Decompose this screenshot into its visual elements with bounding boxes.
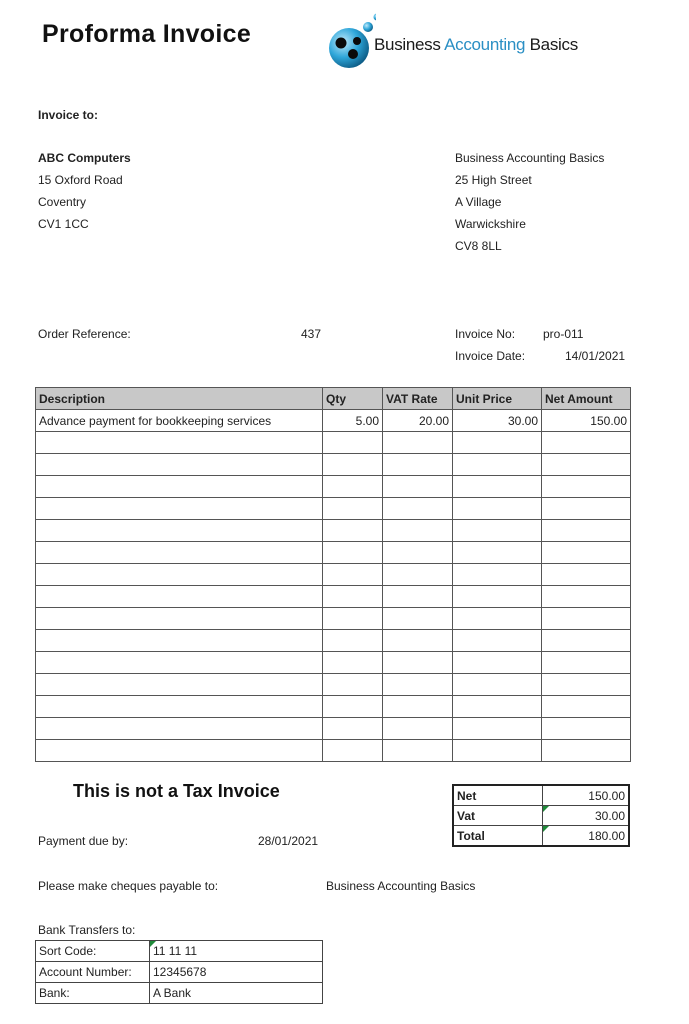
empty-cell — [453, 454, 542, 476]
invoice-date-label: Invoice Date: — [455, 349, 526, 363]
empty-cell — [542, 718, 631, 740]
sender-address-line: Warwickshire — [455, 217, 526, 231]
empty-table-row — [36, 652, 631, 674]
empty-table-row — [36, 696, 631, 718]
logo-text — [374, 35, 578, 55]
empty-cell — [323, 476, 383, 498]
cheques-payable-value: Business Accounting Basics — [326, 879, 476, 893]
logo-text-accent: Accounting — [444, 35, 526, 54]
bank-row-bank — [36, 983, 323, 1004]
empty-cell — [542, 542, 631, 564]
empty-cell — [453, 718, 542, 740]
empty-cell — [542, 740, 631, 762]
empty-cell — [323, 630, 383, 652]
empty-cell — [36, 608, 323, 630]
empty-cell — [36, 740, 323, 762]
account-number-value: 12345678 — [150, 962, 323, 983]
empty-cell — [542, 608, 631, 630]
empty-cell — [383, 454, 453, 476]
vat-value — [543, 806, 630, 826]
empty-cell — [542, 564, 631, 586]
empty-cell — [383, 432, 453, 454]
net-value — [543, 785, 630, 806]
vat-value-text: 30.00 — [594, 808, 625, 823]
empty-cell — [453, 740, 542, 762]
empty-cell — [453, 586, 542, 608]
table-header-row — [36, 388, 631, 410]
payment-due-label: Payment due by: — [38, 834, 129, 848]
empty-cell — [542, 696, 631, 718]
empty-cell — [383, 608, 453, 630]
empty-table-row — [36, 630, 631, 652]
sender-address-line: A Village — [455, 195, 502, 209]
empty-cell — [323, 498, 383, 520]
sort-code-value-text: 11 11 11 — [153, 944, 198, 958]
empty-cell — [542, 652, 631, 674]
empty-cell — [36, 564, 323, 586]
empty-cell — [36, 520, 323, 542]
company-logo — [326, 10, 578, 74]
column-header-description: Description — [36, 388, 323, 410]
not-tax-invoice-notice: This is not a Tax Invoice — [73, 781, 280, 801]
empty-cell — [383, 586, 453, 608]
empty-cell — [383, 718, 453, 740]
empty-cell — [323, 564, 383, 586]
empty-cell — [383, 696, 453, 718]
logo-text-part: Basics — [525, 35, 578, 54]
bank-name-label: Bank: — [36, 983, 150, 1004]
page-title: Proforma Invoice — [42, 20, 252, 48]
bank-row-account-number — [36, 962, 323, 983]
table-row — [36, 410, 631, 432]
sort-code-value — [150, 941, 323, 962]
empty-cell — [453, 674, 542, 696]
empty-cell — [542, 432, 631, 454]
item-qty: 5.00 — [323, 410, 383, 432]
totals-row-total — [453, 826, 629, 847]
empty-cell — [453, 652, 542, 674]
invoice-date-value: 14/01/2021 — [565, 349, 626, 363]
customer-address-line: 15 Oxford Road — [38, 173, 123, 187]
empty-cell — [323, 718, 383, 740]
empty-cell — [323, 608, 383, 630]
bank-name-value: A Bank — [150, 983, 323, 1004]
empty-table-row — [36, 674, 631, 696]
empty-cell — [36, 696, 323, 718]
empty-cell — [323, 652, 383, 674]
empty-cell — [36, 674, 323, 696]
empty-cell — [323, 520, 383, 542]
order-reference-value: 437 — [301, 327, 322, 341]
cheques-payable-label: Please make cheques payable to: — [38, 879, 219, 893]
empty-cell — [36, 498, 323, 520]
empty-cell — [36, 542, 323, 564]
column-header-qty: Qty — [323, 388, 383, 410]
empty-table-row — [36, 586, 631, 608]
empty-cell — [453, 564, 542, 586]
empty-cell — [453, 696, 542, 718]
empty-table-row — [36, 476, 631, 498]
empty-cell — [542, 520, 631, 542]
total-label: Total — [453, 826, 543, 847]
empty-cell — [542, 674, 631, 696]
customer-address-line: Coventry — [38, 195, 87, 209]
empty-cell — [383, 476, 453, 498]
empty-cell — [383, 630, 453, 652]
customer-address-line: CV1 1CC — [38, 217, 89, 231]
empty-table-row — [36, 520, 631, 542]
empty-cell — [36, 652, 323, 674]
green-triangle-marker-icon — [150, 941, 156, 947]
sort-code-label: Sort Code: — [36, 941, 150, 962]
empty-cell — [453, 520, 542, 542]
empty-table-row — [36, 542, 631, 564]
empty-cell — [453, 498, 542, 520]
empty-cell — [453, 608, 542, 630]
empty-cell — [542, 498, 631, 520]
empty-cell — [383, 542, 453, 564]
invoice-no-value: pro-011 — [543, 327, 584, 341]
sender-address-line: 25 High Street — [455, 173, 532, 187]
column-header-net-amount: Net Amount — [542, 388, 631, 410]
total-value-text: 180.00 — [588, 828, 625, 843]
logo-text-part: Business — [374, 35, 445, 54]
invoice-no-label: Invoice No: — [455, 327, 516, 341]
invoice-to-label: Invoice to: — [38, 108, 99, 122]
vat-label: Vat — [453, 806, 543, 826]
empty-cell — [453, 476, 542, 498]
empty-cell — [323, 432, 383, 454]
customer-name: ABC Computers — [38, 151, 131, 165]
sender-name: Business Accounting Basics — [455, 151, 605, 165]
empty-cell — [383, 498, 453, 520]
totals-row-net — [453, 785, 629, 806]
empty-cell — [323, 696, 383, 718]
empty-table-row — [36, 454, 631, 476]
net-value-text: 150.00 — [588, 788, 625, 803]
empty-cell — [36, 454, 323, 476]
payment-due-value: 28/01/2021 — [258, 834, 319, 848]
green-triangle-marker-icon — [543, 826, 549, 832]
empty-table-row — [36, 564, 631, 586]
column-header-unit-price: Unit Price — [453, 388, 542, 410]
empty-cell — [383, 520, 453, 542]
totals-table — [452, 784, 630, 847]
empty-table-row — [36, 432, 631, 454]
item-unit-price: 30.00 — [453, 410, 542, 432]
item-net-amount: 150.00 — [542, 410, 631, 432]
empty-cell — [383, 674, 453, 696]
sender-address-line: CV8 8LL — [455, 239, 502, 253]
total-value — [543, 826, 630, 847]
item-description: Advance payment for bookkeeping services — [36, 410, 323, 432]
empty-cell — [453, 432, 542, 454]
bank-transfers-label: Bank Transfers to: — [38, 923, 136, 937]
empty-cell — [36, 586, 323, 608]
empty-cell — [453, 630, 542, 652]
column-header-vat-rate: VAT Rate — [383, 388, 453, 410]
empty-cell — [36, 432, 323, 454]
empty-cell — [323, 454, 383, 476]
empty-table-row — [36, 740, 631, 762]
net-label: Net — [453, 785, 543, 806]
bank-details-table — [35, 940, 323, 1004]
empty-cell — [36, 718, 323, 740]
empty-table-row — [36, 718, 631, 740]
empty-cell — [323, 740, 383, 762]
empty-cell — [542, 454, 631, 476]
item-vat-rate: 20.00 — [383, 410, 453, 432]
empty-cell — [542, 476, 631, 498]
empty-cell — [36, 476, 323, 498]
empty-cell — [323, 542, 383, 564]
empty-cell — [323, 674, 383, 696]
line-items-table — [35, 387, 631, 762]
order-reference-label: Order Reference: — [38, 327, 131, 341]
totals-row-vat — [453, 806, 629, 826]
green-triangle-marker-icon — [543, 806, 549, 812]
account-number-label: Account Number: — [36, 962, 150, 983]
empty-cell — [542, 586, 631, 608]
empty-table-row — [36, 498, 631, 520]
empty-cell — [383, 652, 453, 674]
empty-table-row — [36, 608, 631, 630]
bubbles-logo-icon — [326, 10, 376, 74]
empty-cell — [453, 542, 542, 564]
empty-cell — [323, 586, 383, 608]
empty-cell — [36, 630, 323, 652]
bank-row-sort-code — [36, 941, 323, 962]
empty-cell — [542, 630, 631, 652]
empty-cell — [383, 740, 453, 762]
empty-cell — [383, 564, 453, 586]
